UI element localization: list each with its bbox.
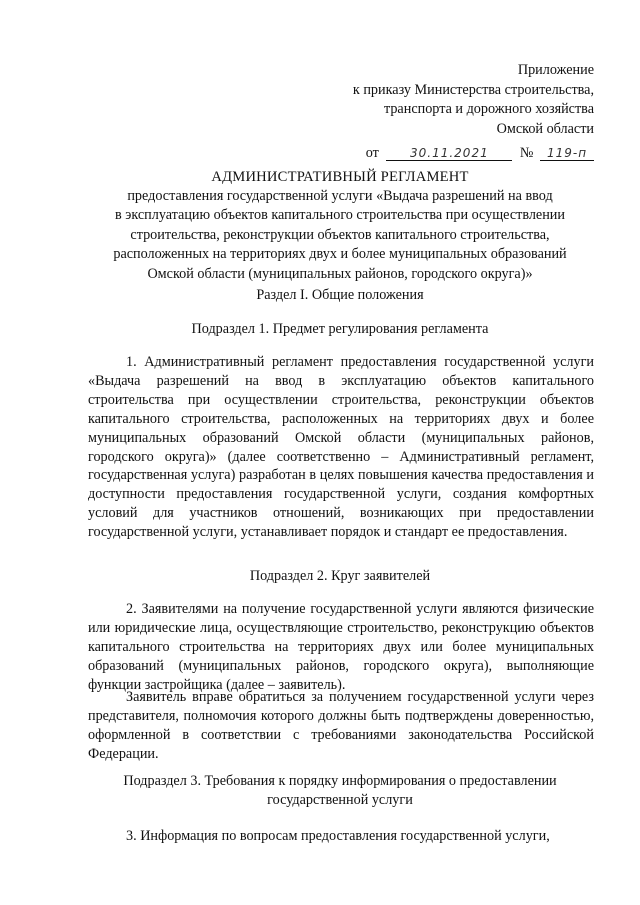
subtitle-line: предоставления государственной услуги «Выдача разрешений на ввод	[127, 188, 553, 204]
paragraph-4: 3. Информация по вопросам предоставления государственной услуги,	[126, 828, 550, 844]
handwritten-date: 30.11.2021	[386, 146, 512, 161]
subtitle-line: расположенных на территориях двух и более муниципальных образований	[113, 246, 567, 263]
subsection-heading	[90, 772, 590, 811]
subsection-heading-line: Подраздел 3. Требования к порядку информирования о предоставлении	[123, 773, 557, 789]
paragraph-3: Заявитель вправе обратиться за получением государственной услуги через представителя, полномочия которого должны быть подтверждены доверенностью, оформленной в соответствии с требованиями законодательства Российской Федерации.	[88, 689, 594, 762]
subsection-heading-line: государственной услуги	[267, 792, 413, 809]
section-heading: Раздел I. Общие положения	[256, 287, 424, 303]
subsection-heading: Подраздел 1. Предмет регулирования регламента	[191, 321, 489, 337]
paragraph-2: 2. Заявителями на получение государственной услуги являются физические или юридические лица, осуществляющие строительство, реконструкцию объектов капитального строительства на территориях двух или более муниципальных образований (муниципальных районов, городского округа), выполняющие функции застройщика (далее – заявитель).	[88, 601, 594, 693]
from-label: от	[365, 145, 379, 161]
appendix-line: к приказу Министерства строительства,	[352, 81, 594, 98]
appendix-header	[353, 61, 594, 164]
handwritten-number: 119-п	[540, 146, 594, 161]
subtitle-line: строительства, реконструкции объектов капитального строительства,	[130, 226, 550, 243]
document-title: АДМИНИСТРАТИВНЫЙ РЕГЛАМЕНТ	[211, 169, 469, 185]
paragraph-1: 1. Административный регламент предоставления государственной услуги «Выдача разрешений на ввод в эксплуатацию объектов капитального строительства при осуществлении строительства, реконструкции объектов капитального строительства, расположенных на территориях двух и более муниципальных образований Омской области (муниципальных районов, городского округа)» (далее соответственно – Административный регламент, государственная услуга) разработан в целях повышения качества предоставления и доступности предоставления государственной услуги, создания комфортных условий для участников отношений, возникающих при предоставлении государственной услуги, устанавливает порядок и стандарт ее предоставления.	[88, 354, 594, 541]
subtitle-line: Омской области (муниципальных районов, городского округа)»	[147, 265, 533, 282]
appendix-line: Приложение	[517, 62, 594, 78]
appendix-line: транспорта и дорожного хозяйства	[383, 101, 594, 117]
subsection-heading: Подраздел 2. Круг заявителей	[249, 568, 431, 584]
appendix-line: Омской области	[496, 120, 594, 137]
document-subtitle	[90, 187, 590, 284]
number-label: №	[519, 145, 534, 161]
order-date-number-line	[353, 144, 594, 164]
subtitle-line: в эксплуатацию объектов капитального строительства при осуществлении	[114, 207, 565, 224]
